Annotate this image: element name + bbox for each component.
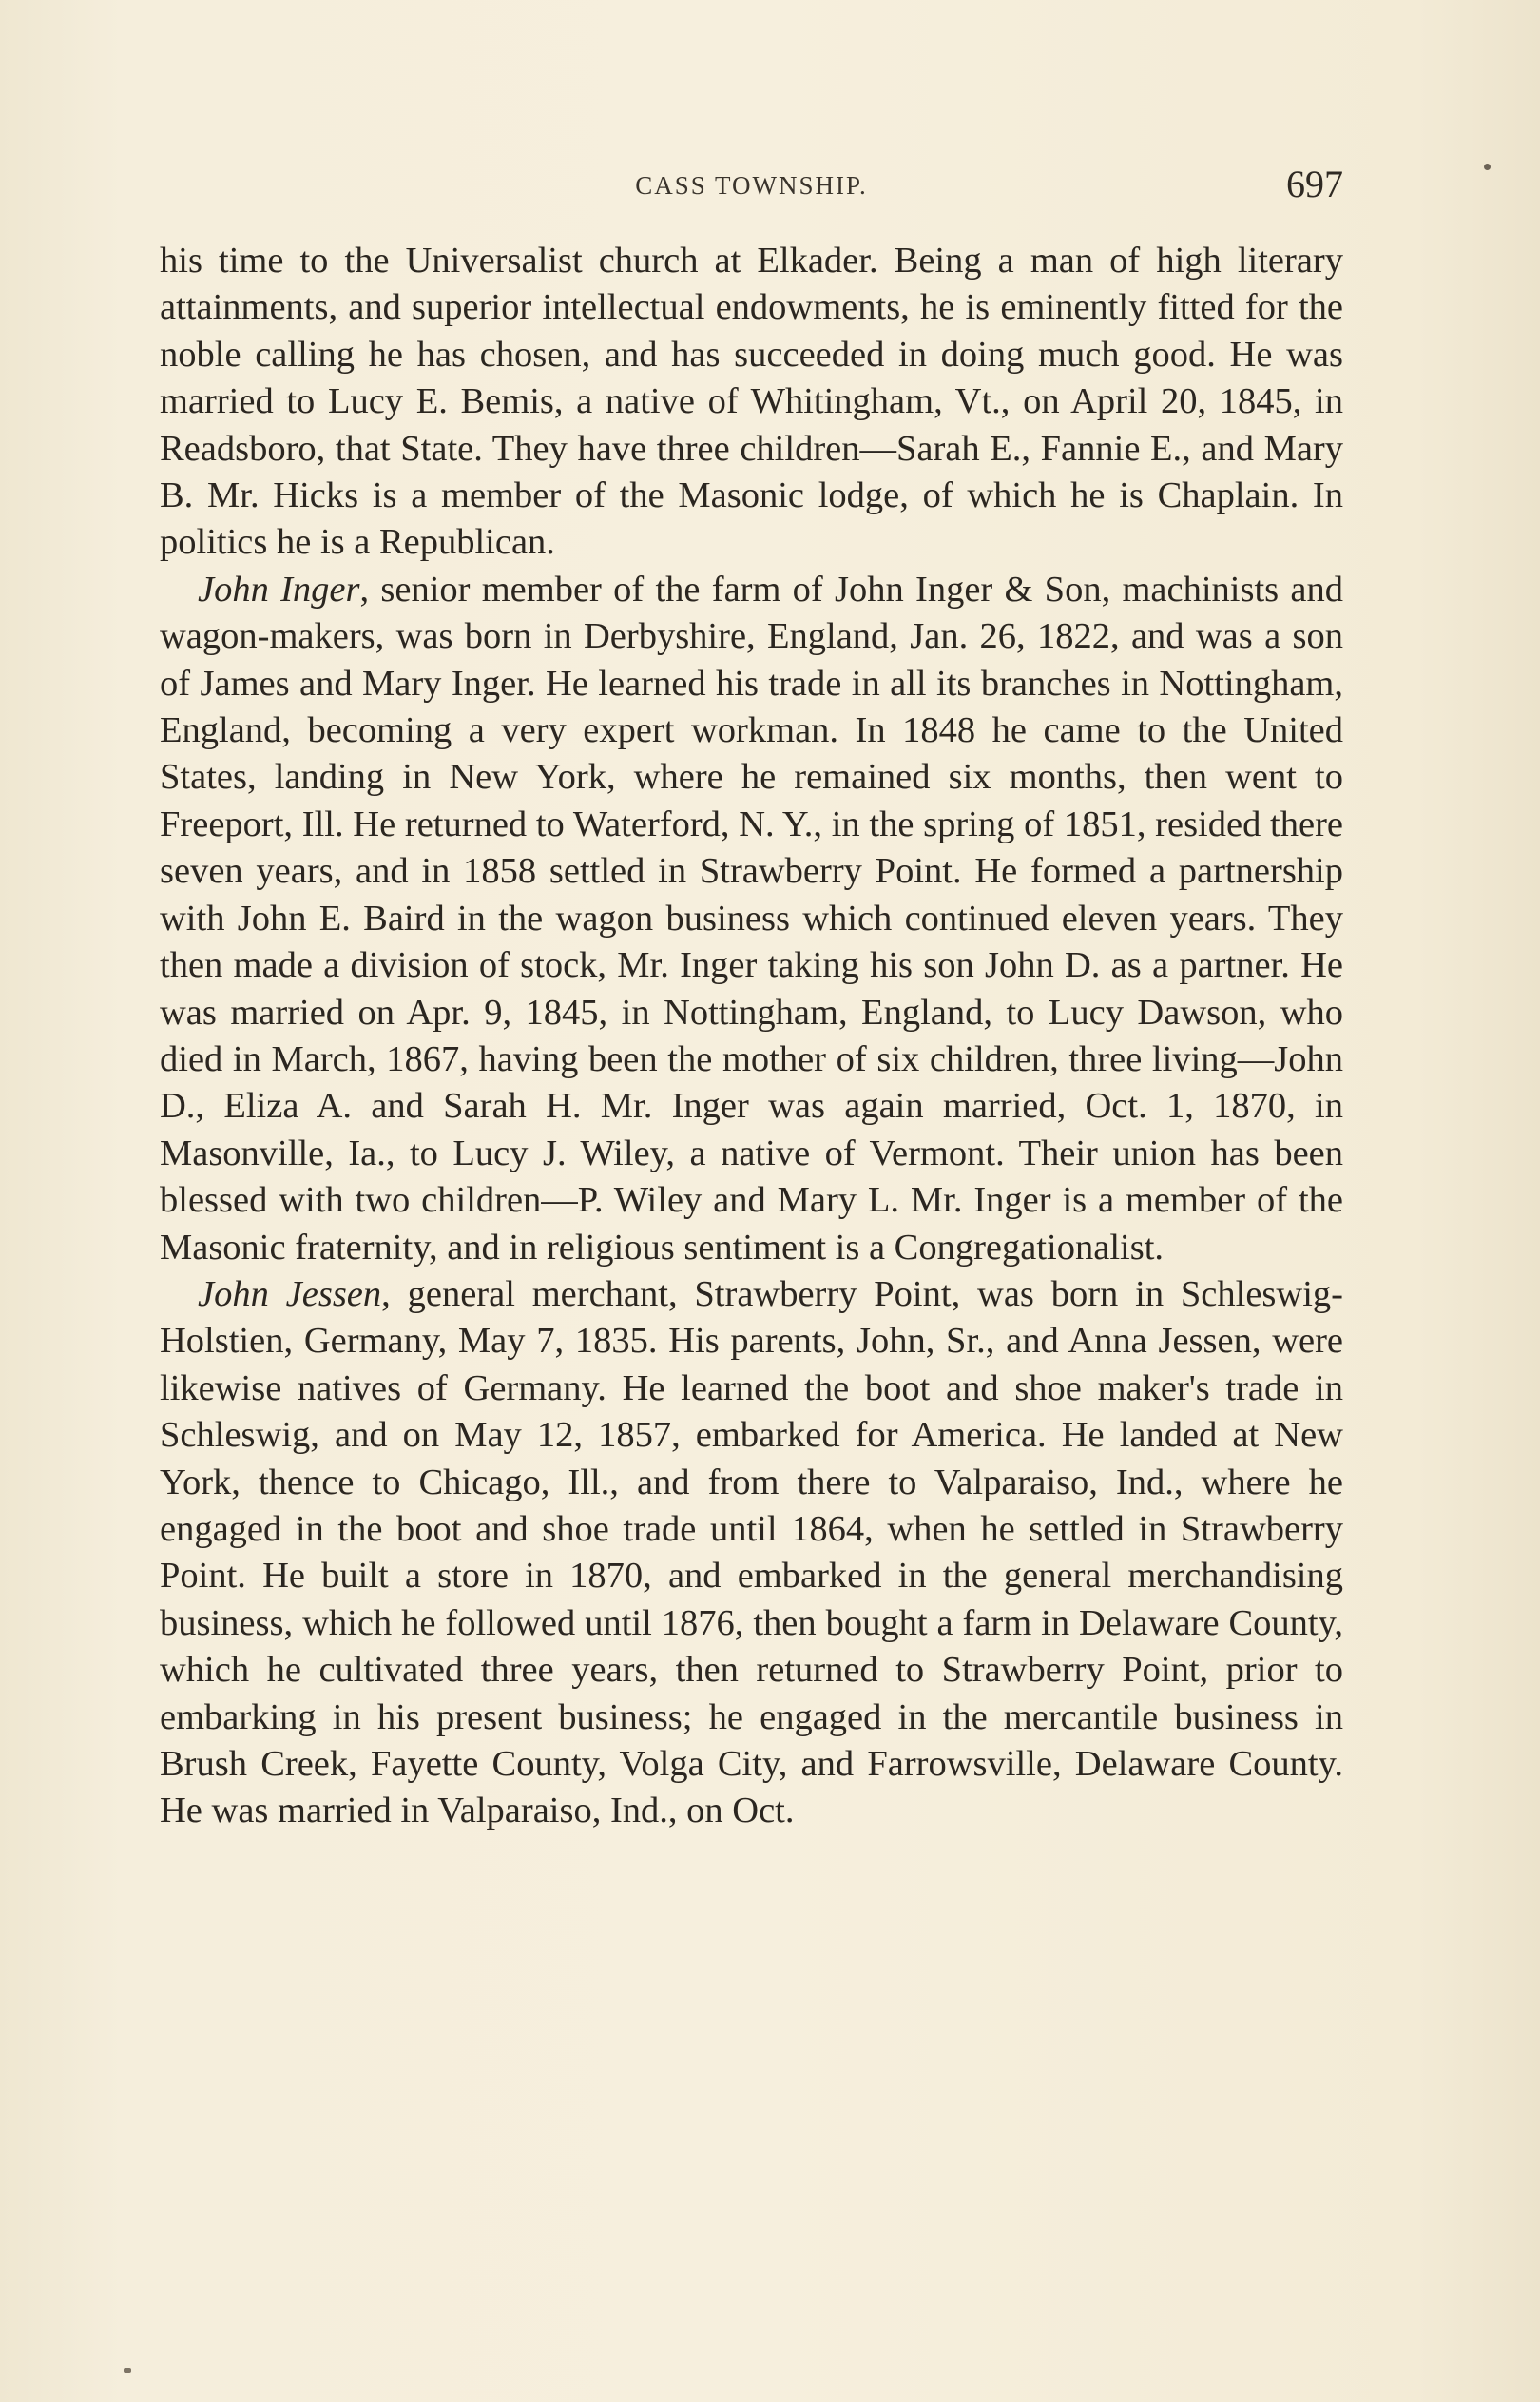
page-speck bbox=[124, 2368, 131, 2373]
subject-name: John Inger bbox=[198, 569, 360, 610]
paragraph-john-inger bbox=[160, 567, 1343, 1271]
paragraph-john-jessen bbox=[160, 1271, 1343, 1835]
paragraph-text: , senior member of the farm of John Inger & Son, machinists and wagon-makers, was born in Derbyshire, England, Jan. 26, 1822, and was a son of James and Mary Inger. He learned his trade in all its branches in Nottingham, England, becoming a very expert workman. In 1848 he came to the United States, landing in New York, where he remained six months, then went to Freeport, Ill. He returned to Waterford, N. Y., in the spring of 1851, resided there seven years, and in 1858 settled in Strawberry Point. He formed a partnership with John E. Baird in the wagon business which continued eleven years. They then made a division of stock, Mr. Inger taking his son John D. as a partner. He was married on Apr. 9, 1845, in Nottingham, England, to Lucy Dawson, who died in March, 1867, having been the mother of six children, three living—John D., Eliza A. and Sarah H. Mr. Inger was again married, Oct. 1, 1870, in Masonville, Ia., to Lucy J. Wiley, a native of Vermont. Their union has been blessed with two children—P. Wiley and Mary L. Mr. Inger is a member of the Masonic fraternity, and in religious sentiment is a Congregationalist. bbox=[160, 569, 1344, 1268]
running-head: CASS TOWNSHIP. bbox=[635, 171, 868, 200]
paragraph-text: , general merchant, Strawberry Point, was born in Schleswig-Holstien, Germany, May 7, 1835. His parents, John, Sr., and Anna Jessen, were likewise natives of Germany. He learned the boot and shoe maker's trade in Schleswig, and on May 12, 1857, embarked for America. He landed at New York, thence to Chicago, Ill., and from there to Valparaiso, Ind., where he engaged in the boot and shoe trade until 1864, when he settled in Strawberry Point. He built a store in 1870, and embarked in the general merchandising business, which he followed until 1876, then bought a farm in Delaware County, which he cultivated three years, then returned to Strawberry Point, prior to embarking in his present business; he engaged in the mercantile business in Brush Creek, Fayette County, Volga City, and Farrowsville, Delaware County. He was married in Valparaiso, Ind., on Oct. bbox=[160, 1273, 1343, 1831]
page-header bbox=[160, 162, 1343, 219]
page-number: 697 bbox=[1286, 163, 1343, 205]
text-body bbox=[160, 238, 1343, 1835]
paragraph-text: his time to the Universalist church at Elkader. Being a man of high literary attainments, and superior intellectual endowments, he is eminently fitted for the noble calling he has chosen, and has succeeded in doing much good. He was married to Lucy E. Bemis, a native of Whitingham, Vt., on April 20, 1845, in Readsboro, that State. They have three children—Sarah E., Fannie E., and Mary B. Mr. Hicks is a member of the Masonic lodge, of which he is Chaplain. In politics he is a Republican. bbox=[160, 241, 1343, 563]
paragraph-hicks-continued bbox=[160, 238, 1343, 567]
subject-name: John Jessen bbox=[198, 1273, 382, 1314]
page-speck bbox=[1484, 164, 1491, 170]
